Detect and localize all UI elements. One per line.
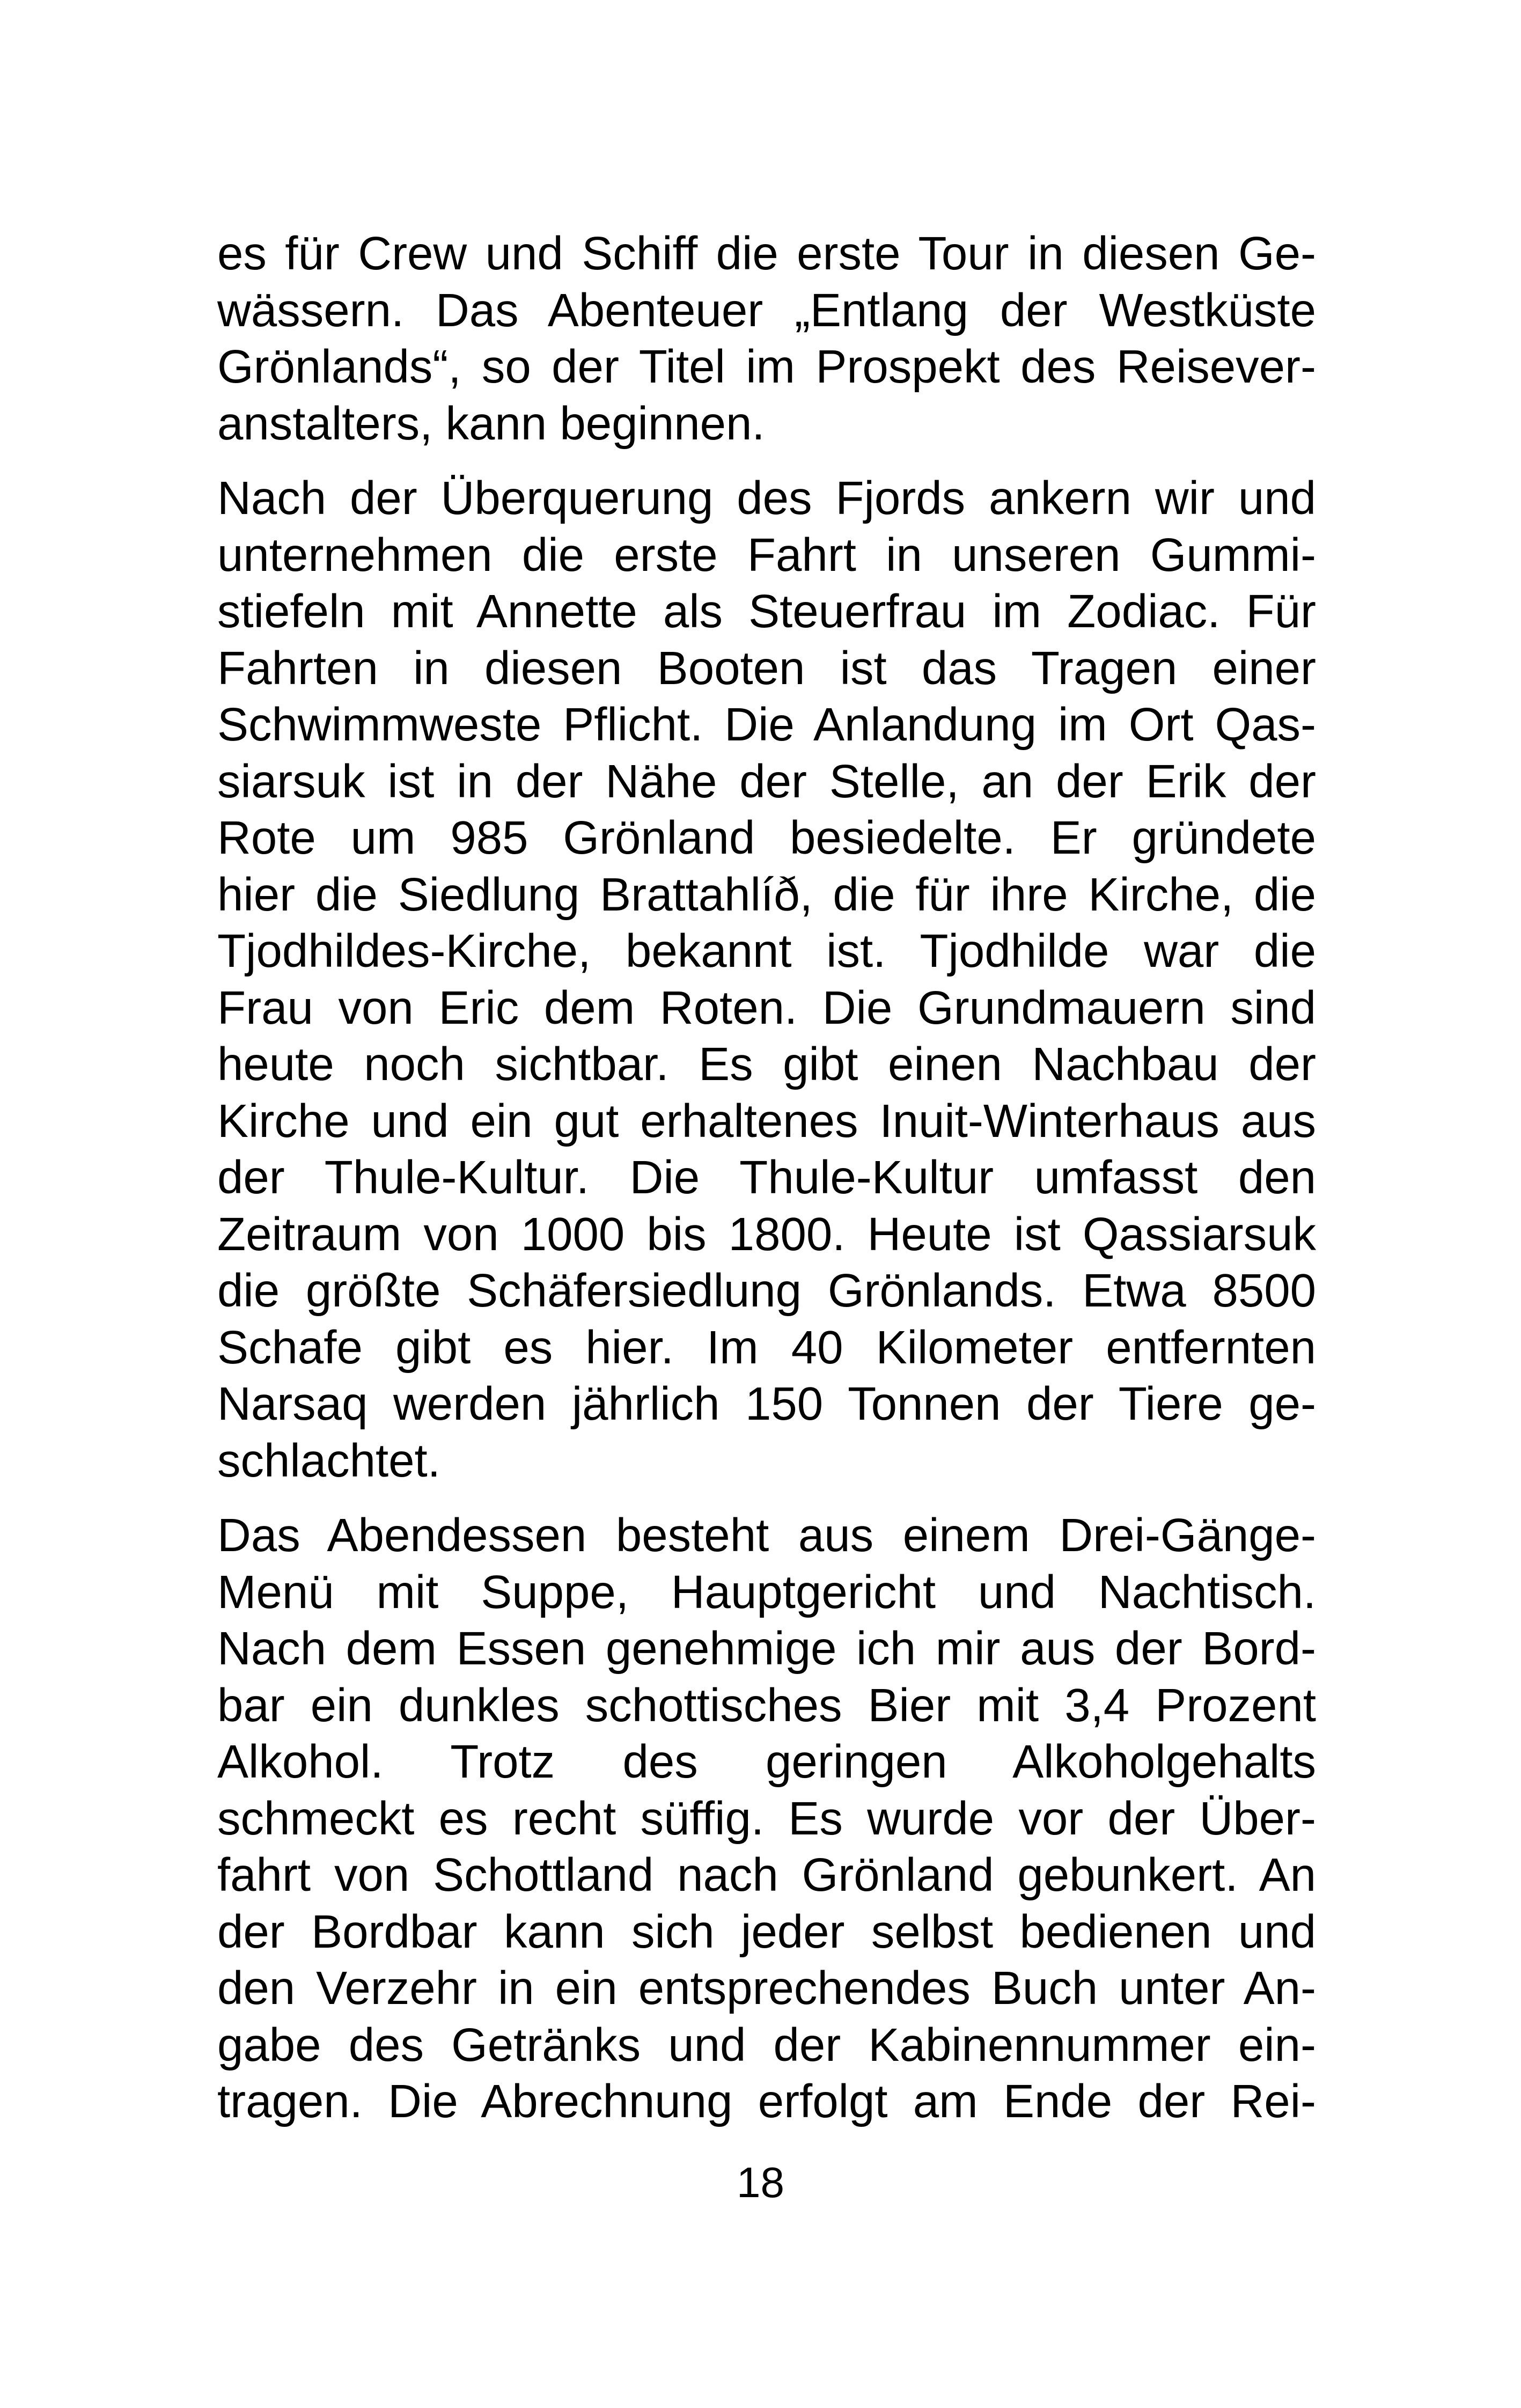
text-line: Das Abendessen besteht aus einem Drei-Gänge- bbox=[217, 1509, 1316, 1561]
text-line: Kirche und ein gut erhaltenes Inuit-Winterhaus aus bbox=[217, 1095, 1316, 1147]
text-line: heute noch sichtbar. Es gibt einen Nachbau der bbox=[217, 1038, 1316, 1090]
text-line: bar ein dunkles schottisches Bier mit 3,4 Prozent bbox=[217, 1679, 1316, 1731]
text-line: stiefeln mit Annette als Steuerfrau im Zodiac. Für bbox=[217, 585, 1316, 637]
text-line: Zeitraum von 1000 bis 1800. Heute ist Qassiarsuk bbox=[217, 1208, 1316, 1260]
text-line: Rote um 985 Grönland besiedelte. Er gründete bbox=[217, 812, 1316, 864]
text-line: der Bordbar kann sich jeder selbst bedienen und bbox=[217, 1905, 1316, 1958]
paragraph bbox=[217, 470, 1316, 1489]
text-line: schmeckt es recht süffig. Es wurde vor der Über- bbox=[217, 1792, 1316, 1845]
text-line: schlachtet. bbox=[217, 1434, 440, 1487]
text-line: der Thule-Kultur. Die Thule-Kultur umfasst den bbox=[217, 1151, 1316, 1203]
text-line: Tjodhildes-Kirche, bekannt ist. Tjodhilde war die bbox=[217, 925, 1316, 977]
text-line: Fahrten in diesen Booten ist das Tragen einer bbox=[217, 642, 1316, 694]
text-line: unternehmen die erste Fahrt in unseren Gummi- bbox=[217, 528, 1316, 581]
text-line: den Verzehr in ein entsprechendes Buch unter An- bbox=[217, 1962, 1316, 2014]
text-line: wässern. Das Abenteuer „Entlang der Westküste bbox=[217, 284, 1316, 336]
text-line: Alkohol. Trotz des geringen Alkoholgehalts bbox=[217, 1736, 1316, 1788]
paragraph bbox=[217, 225, 1316, 452]
text-line: fahrt von Schottland nach Grönland gebunkert. An bbox=[217, 1849, 1316, 1901]
page-number: 18 bbox=[737, 2159, 784, 2206]
text-line: siarsuk ist in der Nähe der Stelle, an der Erik der bbox=[217, 755, 1316, 807]
paragraph bbox=[217, 1507, 1316, 2130]
text-line: Grönlands“, so der Titel im Prospekt des Reisever- bbox=[217, 341, 1316, 393]
text-line: die größte Schäfersiedlung Grönlands. Etwa 8500 bbox=[217, 1265, 1316, 1317]
text-line: Schwimmweste Pflicht. Die Anlandung im Ort Qas- bbox=[217, 699, 1316, 751]
text-line: tragen. Die Abrechnung erfolgt am Ende der Rei- bbox=[217, 2075, 1316, 2127]
text-line: Schafe gibt es hier. Im 40 Kilometer entfernten bbox=[217, 1321, 1316, 1374]
body-text bbox=[217, 225, 1316, 2148]
text-line: Menü mit Suppe, Hauptgericht und Nachtisch. bbox=[217, 1566, 1316, 1618]
text-line: Frau von Eric dem Roten. Die Grundmauern sind bbox=[217, 981, 1316, 1034]
text-line: Nach der Überquerung des Fjords ankern wir und bbox=[217, 472, 1316, 524]
text-line: gabe des Getränks und der Kabinennummer ein- bbox=[217, 2018, 1316, 2071]
text-line: Narsaq werden jährlich 150 Tonnen der Tiere ge- bbox=[217, 1378, 1316, 1430]
text-line: anstalters, kann beginnen. bbox=[217, 397, 765, 450]
text-line: hier die Siedlung Brattahlíð, die für ihre Kirche, die bbox=[217, 868, 1316, 921]
text-line: Nach dem Essen genehmige ich mir aus der Bord- bbox=[217, 1623, 1316, 1675]
text-line: es für Crew und Schiff die erste Tour in diesen Ge- bbox=[217, 227, 1316, 280]
